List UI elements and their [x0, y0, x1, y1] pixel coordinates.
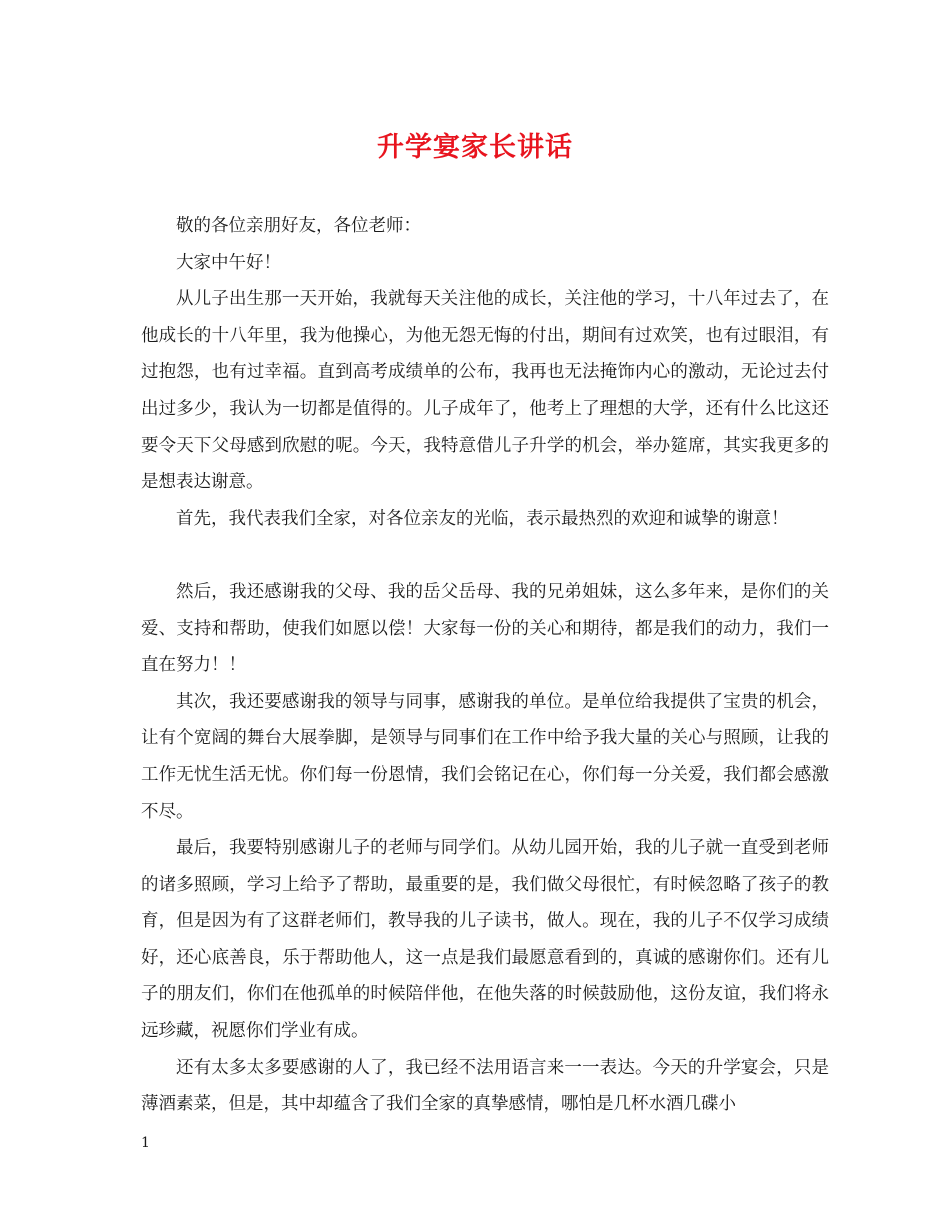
document-body	[141, 208, 829, 1123]
paragraph-closing: 还有太多太多要感谢的人了，我已经不法用语言来一一表达。今天的升学宴会，只是薄酒素菜，但是，其中却蕴含了我们全家的真挚感情，哪怕是几杯水酒几碟小	[141, 1057, 829, 1115]
paragraph-thanks-colleagues: 其次，我还要感谢我的领导与同事，感谢我的单位。是单位给我提供了宝贵的机会，让有个宽阔的舞台大展拳脚，是领导与同事们在工作中给予我大量的关心与照顾，让我的工作无忧生活无忧。你们每一份恩情，我们会铭记在心，你们每一分关爱，我们都会感激不尽。	[141, 691, 829, 822]
document-title: 升学宴家长讲话	[377, 132, 573, 163]
paragraph-thanks-teachers: 最后，我要特别感谢儿子的老师与同学们。从幼儿园开始，我的儿子就一直受到老师的诸多照顾，学习上给予了帮助，最重要的是，我们做父母很忙，有时候忽略了孩子的教育，但是因为有了这群老师们，教导我的儿子读书，做人。现在，我的儿子不仅学习成绩好，还心底善良，乐于帮助他人，这一点是我们最愿意看到的，真诚的感谢你们。还有儿子的朋友们，你们在他孤单的时候陪伴他，在他失落的时候鼓励他，这份友谊，我们将永远珍藏，祝愿你们学业有成。	[141, 838, 829, 1042]
paragraph-thanks-family: 然后，我还感谢我的父母、我的岳父岳母、我的兄弟姐妹，这么多年来，是你们的关爱、支持和帮助，使我们如愿以偿！大家每一份的关心和期待，都是我们的动力，我们一直在努力！！	[141, 581, 829, 676]
paragraph-salutation: 大家中午好！	[176, 252, 281, 273]
paragraph-welcome: 首先，我代表我们全家，对各位亲友的光临，表示最热烈的欢迎和诚挚的谢意！	[176, 508, 789, 529]
paragraph-growth: 从儿子出生那一天开始，我就每天关注他的成长，关注他的学习，十八年过去了，在他成长的十八年里，我为他操心，为他无怨无悔的付出，期间有过欢笑，也有过眼泪，有过抱怨，也有过幸福。直到高考成绩单的公布，我再也无法掩饰内心的激动，无论过去付出过多少，我认为一切都是值得的。儿子成年了，他考上了理想的大学，还有什么比这还要令天下父母感到欣慰的呢。今天，我特意借儿子升学的机会，举办筵席，其实我更多的是想表达谢意。	[141, 289, 829, 493]
page-number: 1	[141, 1135, 150, 1151]
paragraph-greeting: 敬的各位亲朋好友，各位老师：	[176, 216, 421, 236]
blank-line	[141, 537, 829, 574]
